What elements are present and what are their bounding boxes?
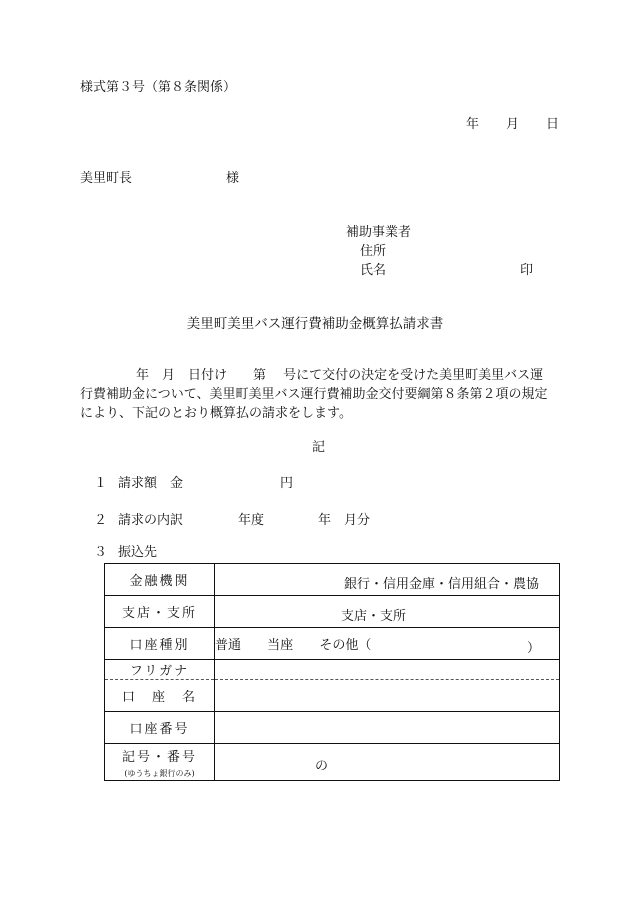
account-type-current: 当座 [267, 638, 294, 653]
date-year: 年 [466, 117, 480, 132]
institution-options: 銀行・信用金庫・信用組合・農協 [343, 577, 539, 592]
account-type-row [105, 628, 560, 660]
account-type-field[interactable] [215, 628, 560, 660]
item2-year-month: 年 月分 [318, 513, 371, 528]
applicant-name-row [346, 263, 534, 283]
branch-field[interactable] [215, 596, 560, 628]
applicant-label: 補助事業者 [346, 225, 412, 240]
document-title: 美里町美里バス運行費補助金概算払請求書 [186, 316, 444, 332]
item2-fiscal-year: 年度 [238, 513, 265, 528]
symbol-number-row [105, 744, 560, 781]
account-type-label: 口座種別 [105, 628, 215, 660]
item3-label: 振込先 [118, 545, 158, 560]
account-type-ordinary: 普通 [215, 638, 242, 653]
institution-field[interactable] [215, 564, 560, 596]
bank-account-table [104, 563, 560, 781]
item1-number: １ [94, 476, 108, 491]
account-number-label: 口座番号 [105, 712, 215, 744]
request-body [80, 366, 560, 423]
applicant-address-label: 住所 [360, 244, 387, 259]
symbol-number-separator: の [315, 759, 329, 774]
institution-row [105, 564, 560, 596]
furigana-label: フリガナ [105, 660, 215, 680]
branch-row [105, 596, 560, 628]
addressee-name: 美里町長 [80, 171, 133, 186]
applicant-name-label: 氏名 [360, 263, 387, 278]
account-name-field[interactable] [215, 680, 560, 712]
item3-number: ３ [94, 545, 108, 560]
form-number: 様式第３号（第８条関係） [80, 80, 237, 95]
symbol-number-label-cell [105, 744, 215, 781]
ki-heading: 記 [312, 440, 326, 455]
account-number-row [105, 712, 560, 744]
account-type-other: その他（ [319, 638, 372, 653]
branch-label: 支店・支所 [105, 596, 215, 628]
seal-mark: 印 [520, 263, 534, 278]
symbol-number-field[interactable] [215, 744, 560, 781]
body-line-2: 行費補助金について、美里町美里バス運行費補助金交付要綱第８条第２項の規定 [80, 387, 548, 402]
account-name-label: 口 座 名 [105, 680, 215, 712]
account-type-close-paren: ） [527, 641, 541, 656]
account-number-field[interactable] [215, 712, 560, 744]
item1-label: 請求額 金 [118, 476, 184, 491]
addressee [80, 171, 240, 186]
body-line-3: により、下記のとおり概算払の請求をします。 [80, 406, 352, 421]
furigana-field[interactable] [215, 660, 560, 680]
item2-label: 請求の内訳 [118, 513, 184, 528]
account-name-row [105, 680, 560, 712]
body-line-1: 年 月 日付け 第 号にて交付の決定を受けた美里町美里バス運 [136, 368, 544, 383]
branch-options: 支店・支所 [341, 609, 407, 624]
item1-unit: 円 [280, 476, 294, 491]
addressee-honorific: 様 [226, 171, 240, 186]
date-month: 月 [506, 117, 520, 132]
symbol-number-label: 記号・番号 [121, 749, 197, 765]
furigana-row [105, 660, 560, 680]
applicant-block [346, 225, 534, 283]
symbol-number-note: (ゆうちょ銀行のみ) [124, 768, 195, 778]
item2-number: ２ [94, 513, 108, 528]
date-day: 日 [546, 117, 560, 132]
institution-label: 金融機関 [105, 564, 215, 596]
